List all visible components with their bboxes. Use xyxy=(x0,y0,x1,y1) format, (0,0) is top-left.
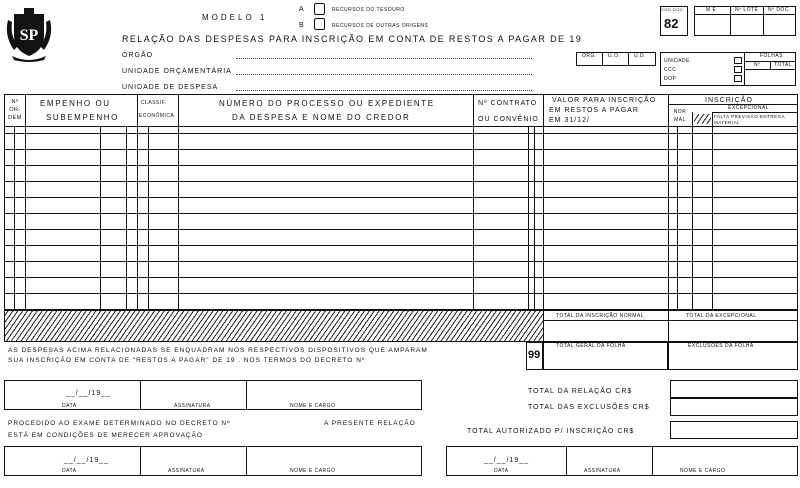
col-inscricao-header: INSCRIÇÃO xyxy=(705,97,753,104)
total-autorizado-field[interactable] xyxy=(670,421,798,439)
folha-numero-label: Nº xyxy=(754,62,761,68)
assinatura-label-2: ASSINATURA xyxy=(168,468,205,474)
total-inscricao-normal-label: TOTAL DA INSCRIÇÃO NORMAL xyxy=(556,313,644,319)
col-processo-header-2: DA DESPESA E NOME DO CREDOR xyxy=(232,113,411,122)
total-exclusoes-label: TOTAL DAS EXCLUSÕES CR$ xyxy=(528,404,650,411)
dop-label: DOP xyxy=(664,76,677,82)
option-b-label: B xyxy=(299,22,305,29)
folhas-label: FOLHAS xyxy=(760,53,784,59)
folha-total-label: TOTAL xyxy=(774,62,793,68)
ccc-label: CCC xyxy=(664,67,677,73)
total-excepcional-label: TOTAL DA EXCEPCIONAL xyxy=(686,313,757,319)
condicoes-text: ESTÁ EM CONDIÇÕES DE MERECER APROVAÇÃO xyxy=(8,432,203,439)
table-row[interactable] xyxy=(4,197,798,198)
lote-label: Nº LOTE xyxy=(735,7,759,13)
nome-cargo-label-1: NOME E CARGO xyxy=(290,403,336,409)
col-contrato-header-2: OU CONVÊNIO xyxy=(478,116,539,123)
data-label-1: DATA xyxy=(62,403,77,409)
table-row[interactable] xyxy=(4,213,798,214)
unidade-despesa-label: UNIDADE DE DESPESA xyxy=(122,84,219,91)
doc-label: Nº DOC xyxy=(768,7,789,13)
data-label-2: DATA xyxy=(62,468,77,474)
date-field-2[interactable]: __/__/19__ xyxy=(64,457,110,464)
despesas-table xyxy=(4,94,798,342)
unidade-checkbox[interactable] xyxy=(734,57,742,64)
assinatura-label-3: ASSINATURA xyxy=(584,468,621,474)
table-row[interactable] xyxy=(4,149,798,150)
col-empenho-header: EMPENHO OU xyxy=(40,99,111,108)
total-relacao-label: TOTAL DA RELAÇÃO CR$ xyxy=(528,388,633,395)
table-row[interactable] xyxy=(4,229,798,230)
table-row[interactable] xyxy=(4,261,798,262)
table-row[interactable] xyxy=(4,181,798,182)
recursos-outras-checkbox[interactable] xyxy=(314,18,325,30)
table-row[interactable] xyxy=(4,293,798,294)
modelo-label: MODELO 1 xyxy=(202,13,268,22)
total-exclusoes-field[interactable] xyxy=(670,398,798,416)
recursos-tesouro-label: RECURSOS DO TESOURO xyxy=(332,7,405,13)
assinatura-label-1: ASSINATURA xyxy=(174,403,211,409)
enquadramento-statement: AS DESPESAS ACIMA RELACIONADAS SE ENQUADRAM NOS RESPECTIVOS DISPOSITIVOS QUE AMPARAM SUA INSCRIÇÃO EM CONTA DE "RESTOS A PAGAR" DE 19 . NOS TERMOS DO DECRETO Nº xyxy=(8,347,428,364)
col-excepcional-header: EXCEPCIONAL xyxy=(728,105,770,111)
col-classif-header: CLASSIF. xyxy=(141,100,167,106)
col-valor-header-1: VALOR PARA INSCRIÇÃO xyxy=(552,97,657,104)
nome-cargo-label-2: NOME E CARGO xyxy=(290,468,336,474)
recursos-tesouro-checkbox[interactable] xyxy=(314,3,325,15)
cod-doc-value: 82 xyxy=(664,16,679,31)
total-autorizado-label: TOTAL AUTORIZADO P/ INSCRIÇÃO CR$ xyxy=(467,428,635,435)
orgao-label: ÓRGÃO xyxy=(122,52,154,59)
uo-label: U.O. xyxy=(608,53,621,59)
total-geral-label: TOTAL GERAL DA FOLHA xyxy=(556,343,626,349)
cod-doc-label: CÓD.DOC xyxy=(661,7,684,12)
unidade-orcamentaria-field[interactable] xyxy=(236,74,532,75)
unidade-label: UNIDADE xyxy=(664,58,691,64)
orgao-field[interactable] xyxy=(236,58,532,59)
ud-label: U.D. xyxy=(634,53,646,59)
sp-coat-of-arms xyxy=(4,6,54,62)
col-normal-header: NOR MAL xyxy=(673,109,687,123)
org-label: ORG. xyxy=(582,53,597,59)
date-field-3[interactable]: __/__/19__ xyxy=(484,457,530,464)
hatched-band xyxy=(5,311,543,341)
col-subempenho-header: SUBEMPENHO xyxy=(46,113,119,122)
col-valor-header-2: EM RESTOS A PAGAR xyxy=(549,107,639,114)
recursos-outras-label: RECURSOS DE OUTRAS ORIGENS xyxy=(332,23,429,29)
exclusoes-folha-label: EXCLUSÕES DA FOLHA xyxy=(688,343,754,349)
table-row[interactable] xyxy=(4,277,798,278)
code-99-label: 99 xyxy=(528,349,541,361)
col-falta-previsao-header: FALTA PREVISÃO ENTREGA MATERIAL xyxy=(714,114,785,125)
table-row[interactable] xyxy=(4,165,798,166)
unidade-orcamentaria-label: UNIDADE ORÇAMENTÁRIA xyxy=(122,68,232,75)
col-economica-header: ECONÔMICA xyxy=(139,113,175,119)
me-label: M E xyxy=(706,7,717,13)
ccc-checkbox[interactable] xyxy=(734,66,742,73)
dop-checkbox[interactable] xyxy=(734,75,742,82)
col-processo-header-1: NÚMERO DO PROCESSO OU EXPEDIENTE xyxy=(219,99,435,108)
form-title: RELAÇÃO DAS DESPESAS PARA INSCRIÇÃO EM CONTA DE RESTOS A PAGAR DE 19 xyxy=(122,34,583,44)
date-field-1[interactable]: __/__/19__ xyxy=(66,390,112,397)
unidade-despesa-field[interactable] xyxy=(236,90,532,91)
col-contrato-header-1: Nº CONTRATO xyxy=(478,100,538,107)
procedido-text: PROCEDIDO AO EXAME DETERMINADO NO DECRETO Nº xyxy=(8,420,231,427)
col-valor-header-3: EM 31/12/ xyxy=(549,117,590,124)
presente-relacao-text: A PRESENTE RELAÇÃO xyxy=(324,420,416,427)
table-row[interactable] xyxy=(4,245,798,246)
data-label-3: DATA xyxy=(494,468,509,474)
option-a-label: A xyxy=(299,6,305,13)
col-ordem-header: Nº OR- DEM xyxy=(8,99,22,121)
svg-text:SP: SP xyxy=(19,27,39,44)
total-relacao-field[interactable] xyxy=(670,380,798,398)
excepcional-hatch xyxy=(694,114,711,124)
nome-cargo-label-3: NOME E CARGO xyxy=(680,468,726,474)
